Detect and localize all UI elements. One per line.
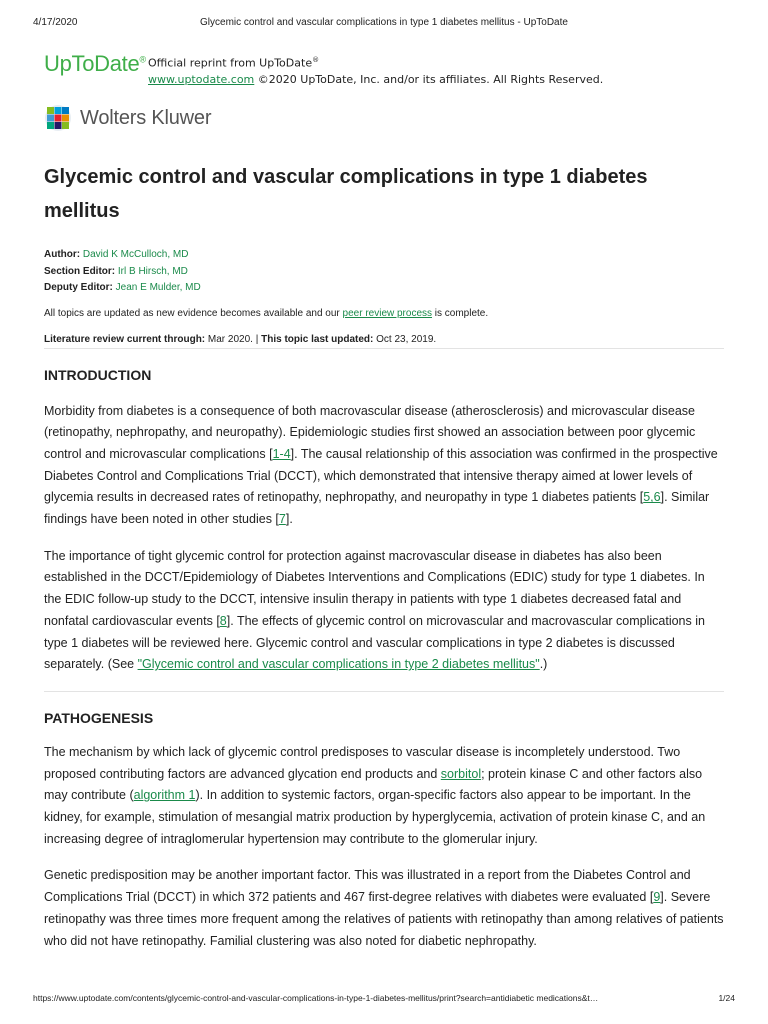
registered-mark: ® — [139, 54, 146, 65]
print-url: https://www.uptodate.com/contents/glycemic-control-and-vascular-complications-in-type-1-diabetes-mellitus/print?search=antidiabetic medications&t… — [33, 993, 599, 1003]
uptodate-site-link[interactable]: www.uptodate.com — [148, 72, 255, 86]
article-title: Glycemic control and vascular complications in type 1 diabetes mellitus — [44, 166, 648, 222]
registered-mark: ® — [312, 56, 320, 64]
algorithm-link[interactable]: algorithm 1 — [133, 788, 196, 803]
wolters-kluwer-logo — [44, 102, 244, 134]
divider — [44, 348, 724, 349]
topic-link[interactable]: "Glycemic control and vascular complications in type 2 diabetes mellitus" — [137, 657, 540, 672]
print-date: 4/17/2020 — [33, 17, 78, 28]
article-credits — [44, 247, 724, 297]
paragraph: Morbidity from diabetes is a consequence of both macrovascular disease (atherosclerosis) and microvascular disease (retinopathy, nephropathy, and neuropathy). Epidemiologic studies first showed an association between poor glycemic control and microvascular complications [1-4]. The causal relationship of this association was confirmed in the prospective Diabetes Control and Complications Trial (DCCT), which demonstrated that intensive therapy aimed at lower levels of glycemia results in decreased rates of retinopathy, nephropathy, and neuropathy in type 1 diabetes patients [5,6]. Similar findings have been noted in other studies [7]. — [44, 403, 718, 527]
reference-link[interactable]: 9 — [653, 890, 661, 905]
section-editor-link[interactable]: Irl B Hirsch, MD — [117, 265, 188, 277]
deputy-editor-link[interactable]: Jean E Mulder, MD — [115, 282, 201, 293]
print-footer — [33, 993, 735, 1007]
drug-link-sorbitol[interactable]: sorbitol — [440, 766, 482, 781]
review-dates: Literature review current through: Mar 2020. | This topic last updated: Oct 23, 2019. — [44, 333, 437, 345]
section-introduction — [44, 366, 724, 676]
article — [44, 160, 724, 952]
wolters-kluwer-name: Wolters Kluwer — [80, 107, 212, 129]
reference-link[interactable]: 8 — [219, 613, 227, 628]
reprint-notice — [148, 52, 603, 88]
reprint-line: Official reprint from UpToDate — [148, 56, 313, 70]
peer-review-link[interactable]: peer review process — [342, 307, 433, 319]
section-editor-row: Section Editor: Irl B Hirsch, MD — [44, 265, 188, 277]
paragraph: The importance of tight glycemic control for protection against macrovascular disease in diabetes has also been established in the DCCT/Epidemiology of Diabetes Interventions and Complications (EDIC) study for type 1 diabetes. In the EDIC follow-up study to the DCCT, intensive insulin therapy in patients with type 1 diabetes decreased fatal and nonfatal cardiovascular events [8]. The effects of glycemic control on microvascular and macrovascular complications in type 1 diabetes will be reviewed here. Glycemic control and vascular complications in type 2 diabetes is discussed separately. (See "Glycemic control and vascular complications in type 2 diabetes mellitus".) — [44, 548, 705, 672]
brand-row — [44, 50, 724, 90]
uptodate-logo[interactable]: UpToDate® — [44, 51, 146, 76]
copyright-text: ©2020 UpToDate, Inc. and/or its affiliates. All Rights Reserved. — [254, 72, 604, 86]
section-pathogenesis — [44, 709, 724, 952]
reference-link[interactable]: 5,6 — [643, 490, 661, 505]
section-heading: INTRODUCTION — [44, 366, 152, 383]
print-header — [33, 17, 735, 31]
reference-link[interactable]: 1-4 — [272, 446, 291, 461]
paragraph: Genetic predisposition may be another important factor. This was illustrated in a report from the Diabetes Control and Complications Trial (DCCT) in which 372 patients and 467 first-degree relatives with diabetes were evaluated [9]. Severe retinopathy was three times more frequent among the relatives of patients with retinopathy than among relatives of patients who did not have retinopathy. Familial clustering was also noted for diabetic nephropathy. — [44, 868, 724, 948]
reference-link[interactable]: 7 — [278, 512, 286, 527]
print-page-title: Glycemic control and vascular complications in type 1 diabetes mellitus - UpToDate — [200, 17, 568, 28]
author-link[interactable]: David K McCulloch, MD — [82, 249, 189, 260]
page-number: 1/24 — [718, 993, 735, 1003]
update-note: All topics are updated as new evidence becomes available and our peer review process is complete. — [44, 307, 489, 319]
author-row: Author: David K McCulloch, MD — [44, 249, 189, 260]
deputy-editor-row: Deputy Editor: Jean E Mulder, MD — [44, 282, 201, 293]
divider — [44, 691, 724, 692]
paragraph: The mechanism by which lack of glycemic control predisposes to vascular disease is incompletely understood. Two proposed contributing factors are advanced glycation end products and sorbitol; protein kinase C and other factors also may contribute (algorithm 1). In addition to systemic factors, organ-specific factors also appear to be important. In the kidney, for example, stimulation of mesangial matrix production by hyperglycemia, activation of protein kinase C, and an increasing degree of intraglomerular hypertension may contribute to the glomerular injury. — [44, 744, 706, 846]
section-heading: PATHOGENESIS — [44, 709, 154, 726]
wolters-kluwer-icon — [44, 104, 72, 132]
